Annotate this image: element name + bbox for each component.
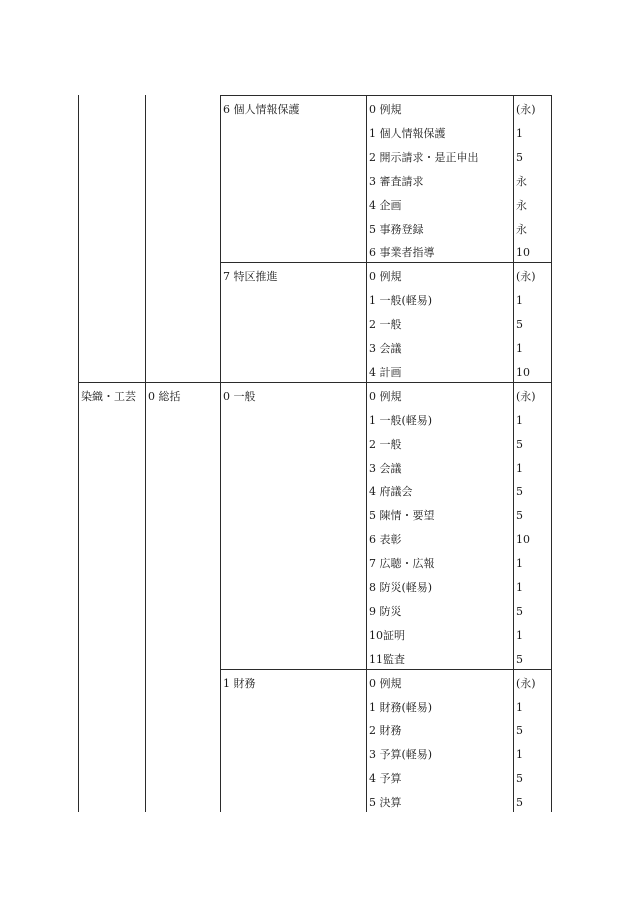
- subsection-cell: 7 特区推進: [223, 270, 278, 284]
- retention-period-cell: 5: [516, 796, 523, 810]
- retention-period-cell: (永): [516, 389, 536, 403]
- block-divider: [220, 95, 552, 96]
- item-name-cell: 2 一般: [369, 318, 402, 332]
- item-name-cell: 2 一般: [369, 437, 402, 451]
- retention-period-cell: 10: [516, 246, 530, 260]
- item-name-cell: 2 開示請求・是正申出: [369, 150, 479, 164]
- item-name-cell: 1 財務(軽易): [369, 700, 433, 714]
- retention-period-cell: (永): [516, 103, 536, 116]
- item-name-cell: 3 会議: [369, 342, 402, 355]
- item-name-cell: 8 防災(軽易): [369, 581, 433, 594]
- retention-period-cell: 5: [516, 509, 523, 523]
- subsection-cell: 6 個人情報保護: [223, 103, 300, 116]
- retention-period-cell: 5: [516, 604, 523, 618]
- retention-period-cell: 1: [516, 700, 523, 714]
- item-name-cell: 3 審査請求: [369, 174, 424, 188]
- retention-period-cell: 永: [516, 198, 527, 212]
- retention-period-cell: 5: [516, 652, 523, 666]
- item-name-cell: 0 例規: [369, 676, 402, 690]
- column-rule: [220, 95, 221, 812]
- retention-period-cell: 10: [516, 365, 530, 379]
- item-name-cell: 6 表彰: [369, 533, 402, 547]
- item-name-cell: 1 個人情報保護: [369, 126, 446, 140]
- retention-period-cell: 1: [516, 581, 523, 594]
- item-name-cell: 0 例規: [369, 270, 402, 284]
- section-cell: 0 総括: [148, 389, 181, 403]
- retention-period-cell: 5: [516, 150, 523, 164]
- retention-period-cell: (永): [516, 270, 536, 284]
- item-name-cell: 5 決算: [369, 796, 402, 810]
- column-rule: [78, 95, 79, 812]
- item-name-cell: 1 一般(軽易): [369, 413, 433, 427]
- retention-period-cell: 1: [516, 413, 523, 427]
- retention-period-cell: 5: [516, 724, 523, 738]
- retention-period-cell: 1: [516, 461, 523, 475]
- retention-period-cell: 1: [516, 342, 523, 355]
- category-cell: 染織・工芸: [81, 389, 136, 403]
- block-divider: [78, 382, 552, 383]
- retention-period-cell: 1: [516, 557, 523, 571]
- block-divider: [220, 262, 552, 263]
- retention-period-cell: 1: [516, 126, 523, 140]
- item-name-cell: 5 事務登録: [369, 222, 424, 236]
- column-rule: [366, 95, 367, 812]
- item-name-cell: 0 例規: [369, 103, 402, 116]
- retention-period-cell: 1: [516, 628, 523, 642]
- column-rule: [145, 95, 146, 812]
- item-name-cell: 10証明: [369, 628, 405, 642]
- item-name-cell: 3 会議: [369, 461, 402, 475]
- item-name-cell: 4 府議会: [369, 485, 413, 499]
- item-name-cell: 3 予算(軽易): [369, 748, 433, 762]
- retention-period-cell: 10: [516, 533, 530, 547]
- retention-period-cell: 5: [516, 437, 523, 451]
- item-name-cell: 7 広聴・広報: [369, 557, 435, 571]
- item-name-cell: 5 陳情・要望: [369, 509, 435, 523]
- item-name-cell: 4 企画: [369, 198, 402, 212]
- item-name-cell: 1 一般(軽易): [369, 294, 433, 308]
- subsection-cell: 1 財務: [223, 676, 256, 690]
- item-name-cell: 6 事業者指導: [369, 246, 435, 260]
- item-name-cell: 4 計画: [369, 365, 402, 379]
- column-rule: [551, 95, 552, 812]
- retention-period-cell: 永: [516, 174, 527, 188]
- column-rule: [513, 95, 514, 812]
- retention-period-cell: 1: [516, 748, 523, 762]
- item-name-cell: 9 防災: [369, 604, 402, 618]
- retention-period-cell: 5: [516, 318, 523, 332]
- item-name-cell: 2 財務: [369, 724, 402, 738]
- item-name-cell: 0 例規: [369, 389, 402, 403]
- retention-period-cell: (永): [516, 676, 536, 690]
- retention-period-cell: 1: [516, 294, 523, 308]
- item-name-cell: 11監査: [369, 652, 405, 666]
- retention-period-cell: 5: [516, 485, 523, 499]
- subsection-cell: 0 一般: [223, 389, 256, 403]
- item-name-cell: 4 予算: [369, 772, 402, 786]
- retention-period-cell: 5: [516, 772, 523, 786]
- retention-period-cell: 永: [516, 222, 527, 236]
- block-divider: [220, 669, 552, 670]
